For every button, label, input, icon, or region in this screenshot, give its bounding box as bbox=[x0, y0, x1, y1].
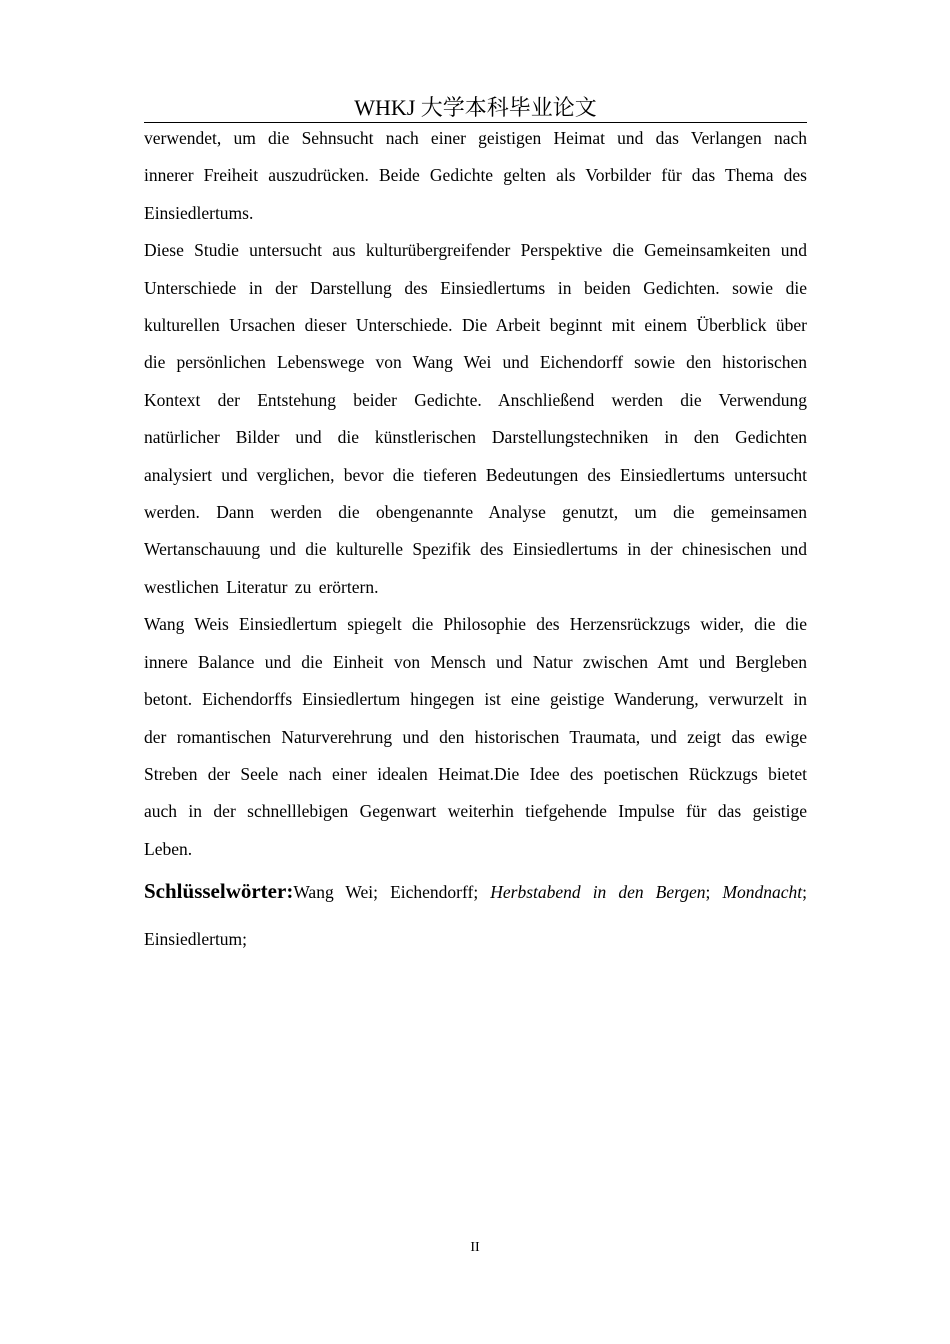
document-body bbox=[144, 120, 807, 963]
page-number: II bbox=[470, 1240, 480, 1255]
header-title: WHKJ 大学本科毕业论文 bbox=[354, 95, 597, 120]
keywords-heading: Schlüsselwörter: bbox=[144, 879, 294, 904]
keyword-separator: ; bbox=[705, 882, 711, 903]
keyword-eichendorff: Eichendorff; bbox=[390, 882, 479, 903]
keyword-mondnacht: Mondnacht bbox=[722, 882, 803, 903]
paragraph-2: Diese Studie untersucht aus kulturübergreifender Perspektive die Gemeinsamkeiten und Unterschiede in der Darstellung des Einsiedlertums in beiden Gedichten. sowie die kulturellen Ursachen dieser Unterschiede. Die Arbeit beginnt mit einem Überblick über die persönlichen Lebenswege von Wang Wei und Eichendorff sowie den historischen Kontext der Entstehung beider Gedichte. Anschließend werden die Verwendung natürlicher Bilder und die künstlerischen Darstellungstechniken in den Gedichten analysiert und verglichen, bevor die tieferen Bedeutungen des Einsiedlertums untersucht werden. Dann werden die obengenannte Analyse genutzt, um die gemeinsamen Wertanschauung und die kulturelle Spezifik des Einsiedlertums in der chinesischen und westlichen Literatur zu erörtern. bbox=[144, 240, 807, 597]
keyword-herbstabend: Herbstabend in den Bergen bbox=[490, 882, 706, 903]
page-header bbox=[144, 93, 807, 123]
keyword-wang-wei: Wang Wei; bbox=[293, 882, 379, 903]
keyword-einsiedlertum: Einsiedlertum; bbox=[144, 929, 248, 950]
paragraph-3: Wang Weis Einsiedlertum spiegelt die Philosophie des Herzensrückzugs wider, die die innere Balance und die Einheit von Mensch und Natur zwischen Amt und Bergleben betont. Eichendorffs Einsiedlertum hingegen ist eine geistige Wanderung, verwurzelt in der romantischen Naturverehrung und den historischen Traumata, und zeigt das ewige Streben der Seele nach einer idealen Heimat.Die Idee des poetischen Rückzugs bietet auch in der schnelllebigen Gegenwart weiterhin tiefgehende Impulse für das geistige Leben. bbox=[144, 614, 807, 859]
paragraph-1: verwendet, um die Sehnsucht nach einer geistigen Heimat und das Verlangen nach innerer Freiheit auszudrücken. Beide Gedichte gelten als Vorbilder für das Thema des Einsiedlertums. bbox=[144, 128, 807, 223]
keyword-separator: ; bbox=[802, 882, 808, 903]
keywords-block bbox=[144, 868, 807, 963]
